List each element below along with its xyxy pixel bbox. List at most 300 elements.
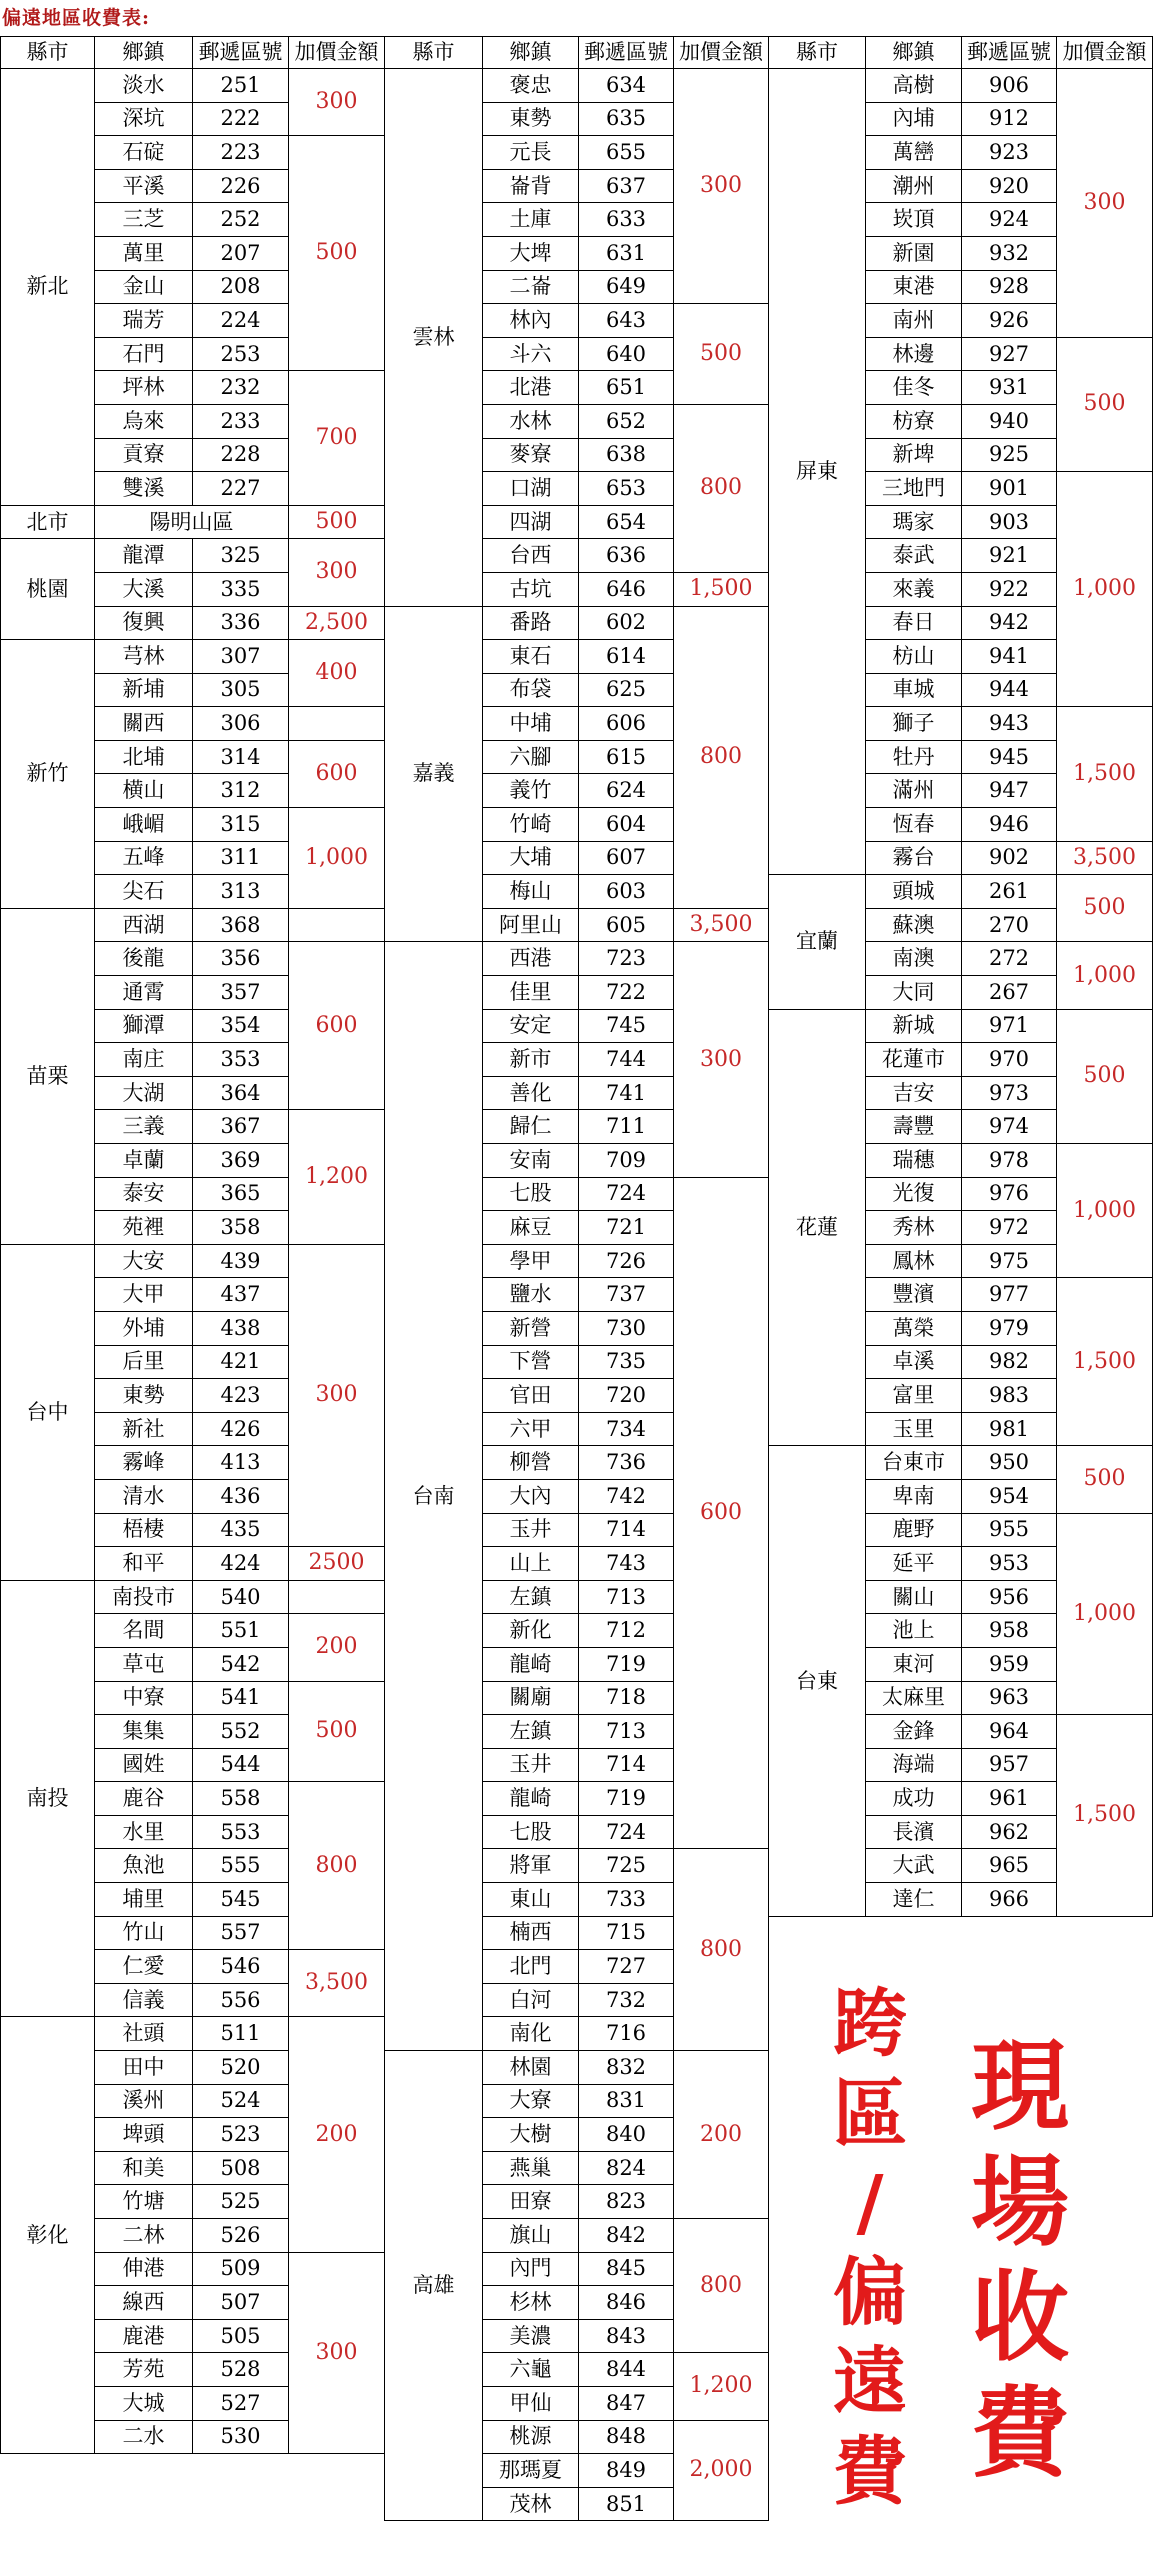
town-cell: 花蓮市 <box>866 1043 962 1077</box>
postal-code-cell: 733 <box>579 1883 674 1917</box>
postal-code-cell: 720 <box>579 1379 674 1413</box>
postal-code-cell: 712 <box>579 1614 674 1648</box>
postal-code-cell: 603 <box>579 875 674 909</box>
town-cell: 海端 <box>866 1748 962 1782</box>
postal-code-cell: 631 <box>579 236 674 270</box>
table-row <box>769 69 1153 103</box>
town-cell: 光復 <box>866 1177 962 1211</box>
town-cell: 蘇澳 <box>866 908 962 942</box>
town-cell: 成功 <box>866 1782 962 1816</box>
town-cell: 官田 <box>483 1379 579 1413</box>
town-cell: 義竹 <box>483 774 579 808</box>
town-cell: 社頭 <box>95 2017 193 2051</box>
postal-code-cell: 716 <box>579 2017 674 2051</box>
postal-code-cell: 325 <box>193 539 289 573</box>
town-cell: 南庄 <box>95 1043 193 1077</box>
town-cell: 大樹 <box>483 2118 579 2152</box>
table-row <box>1 505 385 539</box>
table-row <box>385 942 769 976</box>
town-cell: 金山 <box>95 270 193 304</box>
town-cell: 清水 <box>95 1479 193 1513</box>
postal-code-cell: 546 <box>193 1950 289 1984</box>
surcharge-cell: 600 <box>674 1177 769 1849</box>
postal-code-cell: 931 <box>962 371 1057 405</box>
postal-code-cell: 357 <box>193 976 289 1010</box>
postal-code-cell: 558 <box>193 1782 289 1816</box>
town-cell: 六甲 <box>483 1412 579 1446</box>
fee-table-column-1 <box>0 36 385 2454</box>
header-surcharge: 加價金額 <box>289 37 385 69</box>
onsite-charge-stamp <box>960 2030 1080 2493</box>
town-cell: 仁愛 <box>95 1950 193 1984</box>
town-cell: 頭城 <box>866 875 962 909</box>
stamp-char: 現 <box>970 2030 1069 2144</box>
town-cell: 長濱 <box>866 1815 962 1849</box>
town-cell: 斗六 <box>483 337 579 371</box>
town-cell: 牡丹 <box>866 740 962 774</box>
postal-code-cell: 943 <box>962 707 1057 741</box>
postal-code-cell: 955 <box>962 1513 1057 1547</box>
cross-region-fee-stamp <box>820 1980 920 2517</box>
surcharge-cell: 200 <box>289 2017 385 2252</box>
surcharge-cell: 3,500 <box>674 908 769 942</box>
county-cell: 苗栗 <box>1 908 95 1244</box>
postal-code-cell: 253 <box>193 337 289 371</box>
surcharge-cell: 800 <box>289 1782 385 1950</box>
postal-code-cell: 369 <box>193 1144 289 1178</box>
postal-code-cell: 606 <box>579 707 674 741</box>
town-cell: 水里 <box>95 1815 193 1849</box>
postal-code-cell: 734 <box>579 1412 674 1446</box>
table-row <box>1 1244 385 1278</box>
postal-code-cell: 725 <box>579 1849 674 1883</box>
header-row <box>769 37 1153 69</box>
surcharge-cell: 500 <box>1057 875 1153 942</box>
town-cell: 后里 <box>95 1345 193 1379</box>
surcharge-cell: 300 <box>674 942 769 1177</box>
surcharge-cell: 600 <box>289 740 385 807</box>
town-cell: 名間 <box>95 1614 193 1648</box>
town-cell: 三地門 <box>866 472 962 506</box>
town-cell: 坪林 <box>95 371 193 405</box>
town-cell: 芳苑 <box>95 2353 193 2387</box>
table-row <box>385 2051 769 2085</box>
county-cell: 雲林 <box>385 69 483 607</box>
town-cell: 高樹 <box>866 69 962 103</box>
surcharge-cell: 1,500 <box>674 572 769 606</box>
town-cell: 壽豐 <box>866 1110 962 1144</box>
table-row <box>1 539 385 573</box>
town-cell: 卑南 <box>866 1479 962 1513</box>
county-cell: 新北 <box>1 69 95 506</box>
town-cell: 龍崎 <box>483 1782 579 1816</box>
postal-code-cell: 557 <box>193 1916 289 1950</box>
town-cell: 三芝 <box>95 203 193 237</box>
town-cell: 南化 <box>483 2017 579 2051</box>
town-cell: 燕巢 <box>483 2151 579 2185</box>
postal-code-cell: 945 <box>962 740 1057 774</box>
town-cell: 竹塘 <box>95 2185 193 2219</box>
town-cell: 佳冬 <box>866 371 962 405</box>
postal-code-cell: 982 <box>962 1345 1057 1379</box>
town-cell: 大內 <box>483 1479 579 1513</box>
surcharge-cell <box>289 908 385 942</box>
postal-code-cell: 713 <box>579 1580 674 1614</box>
postal-code-cell: 979 <box>962 1311 1057 1345</box>
town-cell: 鹿谷 <box>95 1782 193 1816</box>
postal-code-cell: 438 <box>193 1311 289 1345</box>
county-cell: 南投 <box>1 1580 95 2017</box>
postal-code-cell: 902 <box>962 841 1057 875</box>
town-cell: 滿州 <box>866 774 962 808</box>
stamp-char: 跨 <box>833 1981 907 2067</box>
town-cell: 伸港 <box>95 2252 193 2286</box>
postal-code-cell: 643 <box>579 304 674 338</box>
town-cell: 阿里山 <box>483 908 579 942</box>
town-cell: 萬巒 <box>866 136 962 170</box>
postal-code-cell: 956 <box>962 1580 1057 1614</box>
postal-code-cell: 981 <box>962 1412 1057 1446</box>
fee-table-column-3 <box>768 36 1153 1917</box>
stamp-char: 場 <box>970 2145 1069 2260</box>
postal-code-cell: 421 <box>193 1345 289 1379</box>
postal-code-cell: 435 <box>193 1513 289 1547</box>
postal-code-cell: 226 <box>193 169 289 203</box>
town-cell: 泰武 <box>866 539 962 573</box>
town-cell: 獅潭 <box>95 1009 193 1043</box>
postal-code-cell: 713 <box>579 1715 674 1749</box>
town-cell: 梧棲 <box>95 1513 193 1547</box>
postal-code-cell: 365 <box>193 1177 289 1211</box>
town-cell: 新園 <box>866 236 962 270</box>
postal-code-cell: 615 <box>579 740 674 774</box>
town-cell: 大安 <box>95 1244 193 1278</box>
postal-code-cell: 958 <box>962 1614 1057 1648</box>
postal-code-cell: 604 <box>579 808 674 842</box>
town-cell: 布袋 <box>483 673 579 707</box>
town-cell: 信義 <box>95 1983 193 2017</box>
town-cell: 吉安 <box>866 1076 962 1110</box>
surcharge-cell: 700 <box>289 371 385 505</box>
postal-code-cell: 950 <box>962 1446 1057 1480</box>
surcharge-cell: 300 <box>1057 69 1153 338</box>
postal-code-cell: 315 <box>193 808 289 842</box>
stamp-char: 收 <box>970 2261 1069 2376</box>
town-cell: 田中 <box>95 2051 193 2085</box>
surcharge-cell: 500 <box>1057 1009 1153 1143</box>
postal-code-cell: 524 <box>193 2084 289 2118</box>
town-cell: 龍崎 <box>483 1647 579 1681</box>
postal-code-cell: 845 <box>579 2252 674 2286</box>
town-cell: 白河 <box>483 1983 579 2017</box>
postal-code-cell: 848 <box>579 2420 674 2454</box>
table-row <box>1 640 385 674</box>
town-cell: 枋山 <box>866 640 962 674</box>
postal-code-cell: 923 <box>962 136 1057 170</box>
postal-code-cell: 655 <box>579 136 674 170</box>
town-cell: 褒忠 <box>483 69 579 103</box>
town-cell: 土庫 <box>483 203 579 237</box>
surcharge-cell: 1,500 <box>1057 707 1153 841</box>
stamp-char: 偏 <box>833 2249 907 2336</box>
postal-code-cell: 607 <box>579 841 674 875</box>
town-cell: 苑裡 <box>95 1211 193 1245</box>
table-row <box>1 69 385 103</box>
postal-code-cell: 974 <box>962 1110 1057 1144</box>
postal-code-cell: 652 <box>579 404 674 438</box>
table-row <box>769 1009 1153 1043</box>
town-cell: 萬里 <box>95 236 193 270</box>
town-cell: 善化 <box>483 1076 579 1110</box>
postal-code-cell: 851 <box>579 2487 674 2521</box>
postal-code-cell: 232 <box>193 371 289 405</box>
town-cell: 六龜 <box>483 2353 579 2387</box>
postal-code-cell: 922 <box>962 572 1057 606</box>
postal-code-cell: 552 <box>193 1715 289 1749</box>
postal-code-cell: 946 <box>962 808 1057 842</box>
table-row <box>385 606 769 640</box>
surcharge-cell: 2,000 <box>674 2420 769 2521</box>
postal-code-cell: 625 <box>579 673 674 707</box>
postal-code-cell: 743 <box>579 1547 674 1581</box>
postal-code-cell: 556 <box>193 1983 289 2017</box>
town-cell: 中寮 <box>95 1681 193 1715</box>
town-cell: 國姓 <box>95 1748 193 1782</box>
town-cell: 台西 <box>483 539 579 573</box>
postal-code-cell: 540 <box>193 1580 289 1614</box>
town-cell: 大埔 <box>483 841 579 875</box>
postal-code-cell: 364 <box>193 1076 289 1110</box>
town-cell: 霧峰 <box>95 1446 193 1480</box>
town-cell: 金鋒 <box>866 1715 962 1749</box>
postal-code-cell: 831 <box>579 2084 674 2118</box>
town-cell: 平溪 <box>95 169 193 203</box>
postal-code-cell: 636 <box>579 539 674 573</box>
town-cell: 竹崎 <box>483 808 579 842</box>
surcharge-cell: 800 <box>674 404 769 572</box>
town-cell: 太麻里 <box>866 1681 962 1715</box>
postal-code-cell: 640 <box>579 337 674 371</box>
town-cell: 西港 <box>483 942 579 976</box>
table-row <box>1 1580 385 1614</box>
postal-code-cell: 528 <box>193 2353 289 2387</box>
town-cell: 鹿野 <box>866 1513 962 1547</box>
town-cell: 大城 <box>95 2386 193 2420</box>
surcharge-cell: 500 <box>1057 1446 1153 1513</box>
town-cell: 萬榮 <box>866 1311 962 1345</box>
surcharge-cell: 500 <box>1057 337 1153 471</box>
postal-code-cell: 921 <box>962 539 1057 573</box>
town-cell: 淡水 <box>95 69 193 103</box>
postal-code-cell: 719 <box>579 1782 674 1816</box>
town-cell: 恆春 <box>866 808 962 842</box>
postal-code-cell: 735 <box>579 1345 674 1379</box>
postal-code-cell: 437 <box>193 1278 289 1312</box>
town-cell: 鹽水 <box>483 1278 579 1312</box>
postal-code-cell: 962 <box>962 1815 1057 1849</box>
postal-code-cell: 926 <box>962 304 1057 338</box>
town-cell: 大溪 <box>95 572 193 606</box>
header-surcharge: 加價金額 <box>1057 37 1153 69</box>
town-cell: 和美 <box>95 2151 193 2185</box>
postal-code-cell: 426 <box>193 1412 289 1446</box>
town-cell: 龍潭 <box>95 539 193 573</box>
postal-code-cell: 526 <box>193 2219 289 2253</box>
town-cell: 後龍 <box>95 942 193 976</box>
surcharge-cell: 300 <box>289 2252 385 2454</box>
town-cell: 霧台 <box>866 841 962 875</box>
town-cell: 大寮 <box>483 2084 579 2118</box>
postal-code-cell: 624 <box>579 774 674 808</box>
table-row <box>1 2017 385 2051</box>
town-cell: 桃源 <box>483 2420 579 2454</box>
town-cell: 陽明山區 <box>95 505 289 539</box>
county-cell: 台南 <box>385 942 483 2051</box>
town-cell: 新社 <box>95 1412 193 1446</box>
postal-code-cell: 207 <box>193 236 289 270</box>
surcharge-cell: 1,200 <box>674 2353 769 2420</box>
postal-code-cell: 901 <box>962 472 1057 506</box>
town-cell: 番路 <box>483 606 579 640</box>
postal-code-cell: 509 <box>193 2252 289 2286</box>
town-cell: 石門 <box>95 337 193 371</box>
town-cell: 麻豆 <box>483 1211 579 1245</box>
surcharge-cell: 2500 <box>289 1547 385 1581</box>
town-cell: 玉里 <box>866 1412 962 1446</box>
town-cell: 二水 <box>95 2420 193 2454</box>
county-cell: 彰化 <box>1 2017 95 2454</box>
town-cell: 東勢 <box>483 102 579 136</box>
table-row <box>769 1446 1153 1480</box>
postal-code-cell: 970 <box>962 1043 1057 1077</box>
surcharge-cell: 500 <box>289 1681 385 1782</box>
postal-code-cell: 903 <box>962 505 1057 539</box>
postal-code-cell: 942 <box>962 606 1057 640</box>
town-cell: 七股 <box>483 1177 579 1211</box>
postal-code-cell: 505 <box>193 2319 289 2353</box>
town-cell: 新城 <box>866 1009 962 1043</box>
postal-code-cell: 954 <box>962 1479 1057 1513</box>
postal-code-cell: 977 <box>962 1278 1057 1312</box>
county-cell: 花蓮 <box>769 1009 866 1446</box>
postal-code-cell: 730 <box>579 1311 674 1345</box>
town-cell: 横山 <box>95 774 193 808</box>
town-cell: 復興 <box>95 606 193 640</box>
town-cell: 元長 <box>483 136 579 170</box>
surcharge-cell: 500 <box>289 136 385 371</box>
town-cell: 車城 <box>866 673 962 707</box>
stamp-char: 費 <box>833 2428 907 2515</box>
postal-code-cell: 358 <box>193 1211 289 1245</box>
postal-code-cell: 847 <box>579 2386 674 2420</box>
county-cell: 高雄 <box>385 2051 483 2521</box>
postal-code-cell: 541 <box>193 1681 289 1715</box>
postal-code-cell: 714 <box>579 1748 674 1782</box>
postal-code-cell: 311 <box>193 841 289 875</box>
town-cell: 線西 <box>95 2286 193 2320</box>
postal-code-cell: 511 <box>193 2017 289 2051</box>
town-cell: 大甲 <box>95 1278 193 1312</box>
county-cell: 屏東 <box>769 69 866 875</box>
town-cell: 杉林 <box>483 2286 579 2320</box>
table-row <box>385 69 769 103</box>
town-cell: 崙背 <box>483 169 579 203</box>
town-cell: 麥寮 <box>483 438 579 472</box>
postal-code-cell: 525 <box>193 2185 289 2219</box>
surcharge-cell: 300 <box>289 69 385 136</box>
surcharge-cell: 2,500 <box>289 606 385 640</box>
surcharge-cell: 500 <box>674 304 769 405</box>
postal-code-cell: 651 <box>579 371 674 405</box>
town-cell: 和平 <box>95 1547 193 1581</box>
postal-code-cell: 844 <box>579 2353 674 2387</box>
postal-code-cell: 227 <box>193 472 289 506</box>
postal-code-cell: 228 <box>193 438 289 472</box>
postal-code-cell: 726 <box>579 1244 674 1278</box>
postal-code-cell: 741 <box>579 1076 674 1110</box>
postal-code-cell: 924 <box>962 203 1057 237</box>
fee-table-column-2 <box>384 36 769 2521</box>
header-row <box>385 37 769 69</box>
postal-code-cell: 507 <box>193 2286 289 2320</box>
postal-code-cell: 719 <box>579 1647 674 1681</box>
town-cell: 東河 <box>866 1647 962 1681</box>
postal-code-cell: 313 <box>193 875 289 909</box>
postal-code-cell: 721 <box>579 1211 674 1245</box>
surcharge-cell: 800 <box>674 2219 769 2353</box>
town-cell: 尖石 <box>95 875 193 909</box>
town-cell: 甲仙 <box>483 2386 579 2420</box>
postal-code-cell: 654 <box>579 505 674 539</box>
town-cell: 南投市 <box>95 1580 193 1614</box>
town-cell: 內門 <box>483 2252 579 2286</box>
postal-code-cell: 646 <box>579 572 674 606</box>
town-cell: 田寮 <box>483 2185 579 2219</box>
town-cell: 關山 <box>866 1580 962 1614</box>
postal-code-cell: 523 <box>193 2118 289 2152</box>
header-town: 鄉鎮 <box>95 37 193 69</box>
surcharge-cell: 1,200 <box>289 1110 385 1244</box>
postal-code-cell: 932 <box>962 236 1057 270</box>
postal-code-cell: 978 <box>962 1144 1057 1178</box>
town-cell: 富里 <box>866 1379 962 1413</box>
county-cell: 台中 <box>1 1244 95 1580</box>
postal-code-cell: 208 <box>193 270 289 304</box>
town-cell: 豐濱 <box>866 1278 962 1312</box>
town-cell: 埤頭 <box>95 2118 193 2152</box>
postal-code-cell: 973 <box>962 1076 1057 1110</box>
postal-code-cell: 823 <box>579 2185 674 2219</box>
town-cell: 山上 <box>483 1547 579 1581</box>
postal-code-cell: 356 <box>193 942 289 976</box>
county-cell: 台東 <box>769 1446 866 1916</box>
postal-code-cell: 306 <box>193 707 289 741</box>
surcharge-cell: 1,500 <box>1057 1278 1153 1446</box>
town-cell: 大武 <box>866 1849 962 1883</box>
town-cell: 瑞芳 <box>95 304 193 338</box>
postal-code-cell: 972 <box>962 1211 1057 1245</box>
postal-code-cell: 367 <box>193 1110 289 1144</box>
town-cell: 林園 <box>483 2051 579 2085</box>
postal-code-cell: 335 <box>193 572 289 606</box>
postal-code-cell: 737 <box>579 1278 674 1312</box>
postal-code-cell: 439 <box>193 1244 289 1278</box>
postal-code-cell: 715 <box>579 1916 674 1950</box>
town-cell: 南澳 <box>866 942 962 976</box>
town-cell: 古坑 <box>483 572 579 606</box>
postal-code-cell: 906 <box>962 69 1057 103</box>
postal-code-cell: 267 <box>962 976 1057 1010</box>
